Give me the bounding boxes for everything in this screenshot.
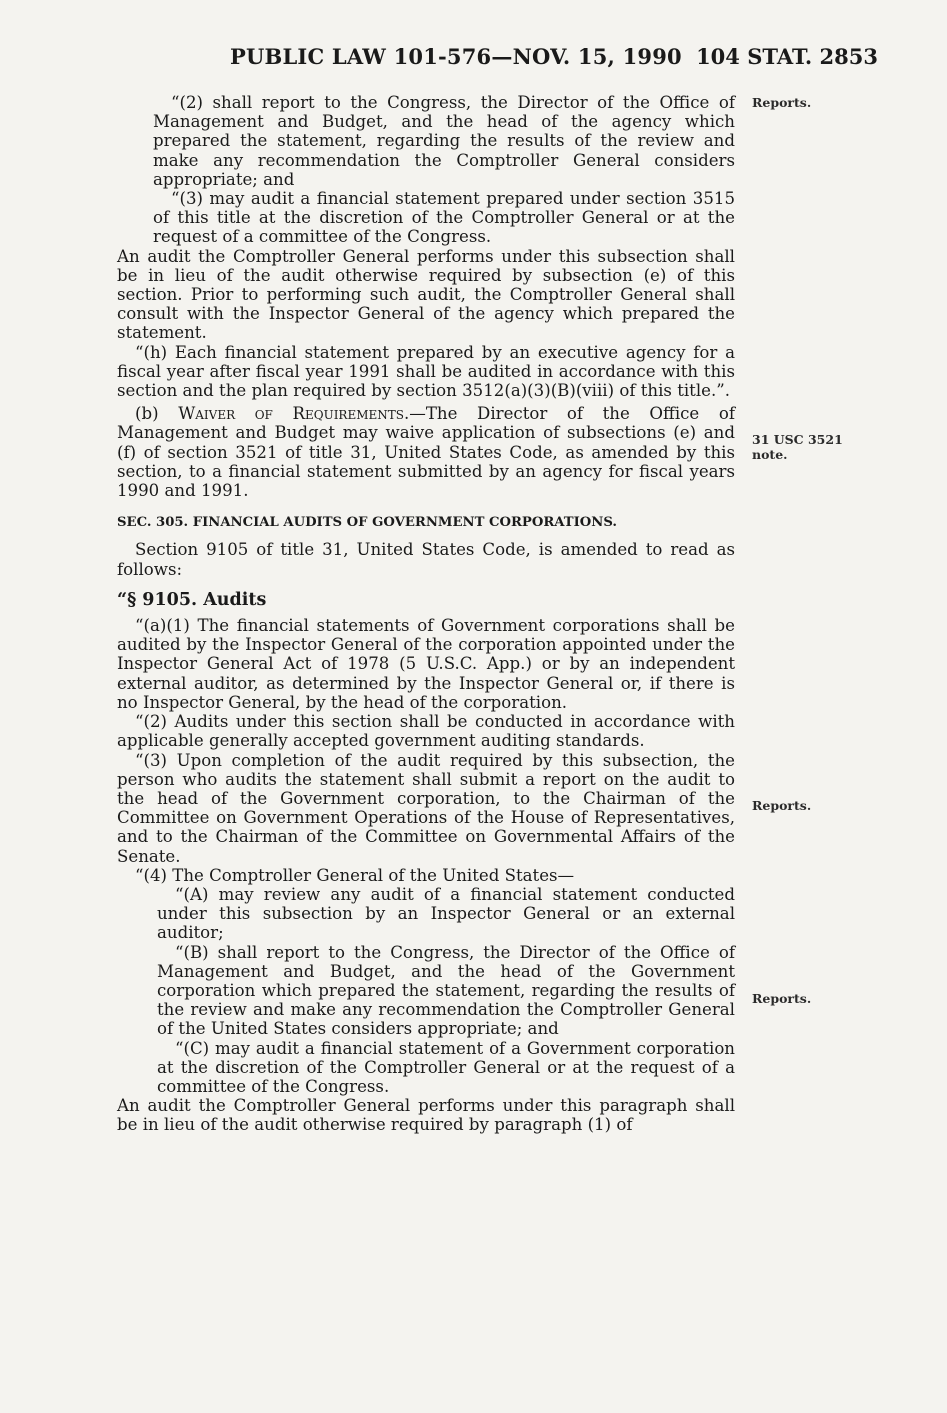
paragraph-a4-B: “(B) shall report to the Congress, the Director of the Office of Management and Budget, and the head of the Government corporation which prepared the statement, regarding the results of the review and make any recommendation the Comptroller General of the United States considers appropriate; and xyxy=(157,942,735,1039)
paragraph-audit-lieu-2: An audit the Comptroller General performs under this paragraph shall be in lieu of the audit otherwise required by paragraph (1) of xyxy=(117,1096,735,1135)
margin-note-citation-line1: 31 USC 3521 xyxy=(752,432,843,447)
paragraph-h: “(h) Each financial statement prepared by an executive agency for a fiscal year after fiscal year 1991 shall be audited in accordance with this section and the plan required by section 3512(a)(3)(B)(viii) of this title.”. xyxy=(117,342,735,401)
page-header xyxy=(118,44,878,74)
paragraph-a4: “(4) The Comptroller General of the United States— xyxy=(135,865,575,885)
margin-note-reports: Reports. xyxy=(752,95,812,110)
margin-note-citation xyxy=(752,432,843,462)
paragraph-a4-A: “(A) may review any audit of a financial statement conducted under this subsection by an Inspector General or an external auditor; xyxy=(157,884,735,943)
paragraph-a2: “(2) Audits under this section shall be conducted in accordance with applicable generally accepted government auditing standards. xyxy=(117,712,735,751)
stat-page-number: 104 STAT. 2853 xyxy=(696,44,878,69)
paragraph-3-audit: “(3) may audit a financial statement prepared under section 3515 of this title at the discretion of the Comptroller General or at the request of a committee of the Congress. xyxy=(153,189,735,247)
section-heading: SEC. 305. FINANCIAL AUDITS OF GOVERNMENT CORPORATIONS. xyxy=(117,515,617,531)
paragraph-amend: Section 9105 of title 31, United States Code, is amended to read as follows: xyxy=(117,540,735,579)
document-body xyxy=(117,93,735,1135)
margin-note-reports: Reports. xyxy=(752,798,812,813)
law-title: PUBLIC LAW 101-576—NOV. 15, 1990 xyxy=(230,44,682,69)
margin-note-reports: Reports. xyxy=(752,991,812,1006)
margin-note-citation-line2: note. xyxy=(752,447,788,462)
paragraph-a4-C: “(C) may audit a financial statement of a Government corporation at the discretion of the Comptroller General or at the request of a committee of the Congress. xyxy=(157,1038,735,1096)
waiver-body: .—The Director of the Office of Management and Budget may waive application of subsections (e) and (f) of section 3521 of title 31, United States Code, as amended by this section, to a financial statement submitted by an agency for fiscal years 1990 and 1991. xyxy=(117,404,735,501)
paragraph-2-report: “(2) shall report to the Congress, the Director of the Office of Management and Budget, and the head of the agency which prepared the statement, regarding the results of the review and make any recommendation the Comptroller General considers appropriate; and xyxy=(153,93,735,189)
paragraph-a3: “(3) Upon completion of the audit required by this subsection, the person who audits the statement shall submit a report on the audit to the head of the Government corporation, to the Chairman of the Committee on Government Operations of the House of Representatives, and to the Chairman of the Committee on Governmental Affairs of the Senate. xyxy=(117,750,735,866)
waiver-prefix: (b) xyxy=(135,404,179,424)
subsection-heading: “§ 9105. Audits xyxy=(117,589,267,610)
paragraph-a1: “(a)(1) The financial statements of Government corporations shall be audited by the Inspector General of the corporation appointed under the Inspector General Act of 1978 (5 U.S.C. App.) or by an independent external auditor, as determined by the Inspector General or, if there is no Inspector General, by the head of the corporation. xyxy=(117,616,735,712)
waiver-heading: Waiver of Requirements xyxy=(178,404,404,424)
paragraph-audit-lieu: An audit the Comptroller General performs under this subsection shall be in lieu of the audit otherwise required by subsection (e) of this section. Prior to performing such audit, the Comptroller General shall consult with the Inspector General of the agency which prepared the statement. xyxy=(117,246,735,343)
paragraph-b-waiver xyxy=(117,404,735,500)
